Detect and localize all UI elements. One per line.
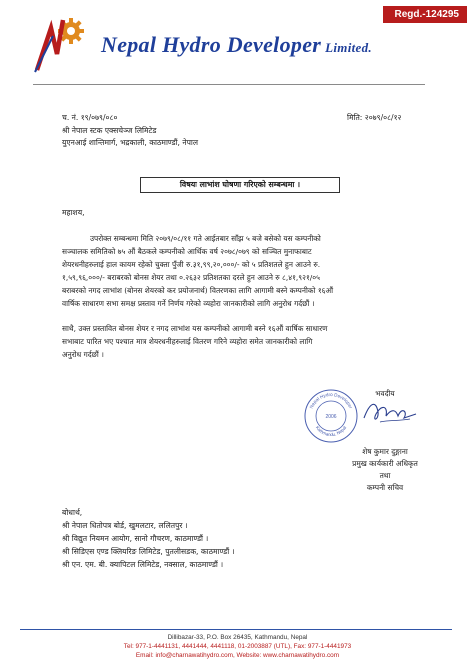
signatory-and: तथा <box>379 471 391 480</box>
cc-item: श्री एन. एम. बी. क्यापिटल लिमिटेड, नक्साल, काठमाण्डौं । <box>62 560 224 569</box>
body-paragraph-2 <box>62 322 442 361</box>
registration-badge: Regd.-124295 <box>383 6 467 23</box>
company-suffix: Limited. <box>325 40 372 55</box>
company-name-text: Nepal Hydro Develo <box>101 32 291 57</box>
paragraph-line: अनुरोध गर्दछौं । <box>62 350 104 359</box>
reference-number: च. नं. १९/०७९/०८० <box>62 113 118 122</box>
paragraph-line: वार्षिक साधारण सभा समक्ष प्रस्ताव गर्ने निर्णय गरेको व्यहोरा जानकारीको लागि अनुरोध गर्दछौं । <box>62 299 315 308</box>
cc-item: श्री सिडिएस एण्ड क्लियरिङ लिमिटेड, पुतलीसडक, काठमाण्डौं । <box>62 547 235 556</box>
paragraph-line: साथै, उक्त प्रस्तावित बोनस शेयर र नगद लाभांश यस कम्पनीको आगामी बस्ने १६औं वार्षिक साधारण <box>62 324 328 333</box>
signatory-title: प्रमुख कार्यकारी अधिकृत <box>352 459 418 468</box>
footer-phone: Tel: 977-1-4441131, 4441444, 4441118, 01-2003887 (UTL), Fax: 977-1-4441973 <box>123 643 352 650</box>
paragraph-line: १,५९,९६,०००/- बराबरको बोनस शेयर तथा ०.२६३२ प्रतिशतका दरले हुन आउने रु ८,४१,९२१/०५ <box>62 273 320 282</box>
header-divider <box>33 84 425 85</box>
recipient-name: श्री नेपाल स्टक एक्सचेञ्ज लिमिटेड <box>62 126 157 135</box>
company-logo-icon <box>33 14 91 74</box>
cc-item: श्री विद्युत नियमन आयोग, सानो गौचरण, काठमाण्डौं । <box>62 534 209 543</box>
stamp-top-text: Nepal Hydro Developer <box>308 391 354 410</box>
signatory-title-2: कम्पनी सचिव <box>366 483 404 492</box>
salutation: महाशय, <box>62 208 85 217</box>
recipient-address: युएनआई शान्तिमार्ग, भद्रकाली, काठमाण्डौं, नेपाल <box>62 138 199 147</box>
footer-email: Email: info@charnawatihydro.com, Website: www.charnawatihydro.com <box>135 652 340 659</box>
body-paragraph-1 <box>62 232 442 310</box>
subject-line <box>140 177 340 193</box>
cc-item: श्री नेपाल धितोपत्र बोर्ड, खुमलटार, ललितपुर । <box>62 521 188 530</box>
footer-divider <box>20 629 452 630</box>
closing-text: भवदीय <box>375 389 395 398</box>
company-name <box>101 32 372 58</box>
signatory-name: शेष कुमार दुङ्गाना <box>362 447 408 456</box>
paragraph-line: सभाबाट पारित भए पश्चात मात्र शेयरधनीहरुलाई वितरण गरिने व्यहोरा समेत जानकारीको लागि <box>62 337 313 346</box>
cc-label: बोधार्थ, <box>62 508 83 517</box>
letter-date: मिति: २०७९/०८/१२ <box>347 113 402 122</box>
paragraph-line: शेयरधनीहरुलाई हाल कायम रहेको चुक्ता पुँजी रु.३१,९९,२०,०००/- को ५ प्रतिशतले हुन आउने रु. <box>62 260 321 269</box>
footer-address: Dillibazar-33, P.O. Box 26435, Kathmandu, Nepal <box>167 634 308 641</box>
stamp-bottom-text: Kathmandu, Nepal <box>314 425 348 438</box>
paragraph-line: बराबरको नगद लाभांश (बोनस शेयरको कर प्रयोजनार्थ) वितरणका लागि आगामी बस्ने कम्पनीको १६औं <box>62 286 334 295</box>
signature-block <box>330 388 440 494</box>
company-name-text-2: per <box>290 32 322 57</box>
stamp-year: 2006 <box>325 414 337 420</box>
paragraph-line: सञ्चालक समितिको ७५ औं बैठकले कम्पनीको आर्थिक वर्ष २०७८/०७९ को सञ्चित मुनाफाबाट <box>62 247 312 256</box>
paragraph-line: उपरोक्त सम्बन्धमा मिति २०७९/०८/११ गते आईतबार साँझ ५ बजे बसेको यस कम्पनीको <box>90 234 321 243</box>
subject-text: विषयः लाभांश घोषणा गरिएको सम्बन्धमा । <box>179 180 301 189</box>
